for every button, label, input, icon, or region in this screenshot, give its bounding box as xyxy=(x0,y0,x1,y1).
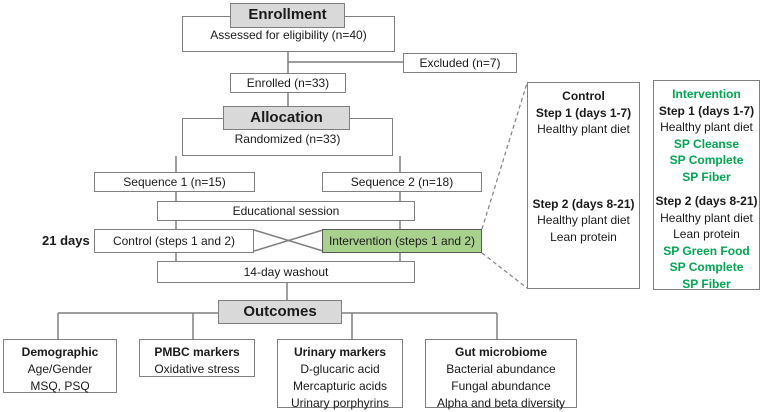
control-detail-panel xyxy=(527,82,640,289)
panel-line: SP Fiber xyxy=(682,169,731,184)
intervention-box xyxy=(322,229,482,253)
outcome-box-urinary xyxy=(277,339,403,408)
excluded-box xyxy=(403,53,517,73)
step-heading: Step 1 (days 1-7) xyxy=(658,103,755,118)
panel-line: SP Complete xyxy=(669,153,744,167)
intervention-text: Intervention (steps 1 and 2) xyxy=(328,233,476,248)
panel-line: SP Complete xyxy=(669,260,744,274)
outcome-line: Mercapturic acids xyxy=(292,379,388,393)
panel-line: Healthy plant diet xyxy=(660,210,753,225)
panel-title: Intervention xyxy=(672,87,741,101)
outcome-box-pmbc xyxy=(139,339,255,377)
panel-line: SP Cleanse xyxy=(673,136,740,151)
outcome-title: Demographic xyxy=(21,345,99,359)
panel-line: SP Green Food xyxy=(663,243,750,258)
callout-dashed-line xyxy=(482,253,527,288)
educational-session-box xyxy=(157,201,415,221)
panel-line: Lean protein xyxy=(673,227,740,241)
educational-session-text: Educational session xyxy=(232,203,340,218)
excluded-text: Excluded (n=7) xyxy=(419,55,501,70)
sequence2-text: Sequence 2 (n=18) xyxy=(350,174,454,189)
outcome-box-gut xyxy=(425,339,577,408)
panel-line: Healthy plant diet xyxy=(660,120,753,134)
sequence1-text: Sequence 1 (n=15) xyxy=(123,174,226,189)
outcome-line: Alpha and beta diversity xyxy=(436,396,566,410)
panel-spacer xyxy=(528,138,639,196)
outcome-line: Age/Gender xyxy=(27,362,93,376)
outcomes-header-text: Outcomes xyxy=(243,302,317,320)
enrolled-text: Enrolled (n=33) xyxy=(246,75,330,90)
step-heading: Step 2 (days 8-21) xyxy=(532,196,635,211)
outcome-line: Bacterial abundance xyxy=(446,362,556,376)
outcome-title: PMBC markers xyxy=(154,345,240,359)
panel-line: SP Fiber xyxy=(682,276,731,291)
callout-dashed-line xyxy=(482,83,527,229)
control-text: Control (steps 1 and 2) xyxy=(112,233,236,248)
outcome-line: Urinary porphyrins xyxy=(290,396,390,410)
step-heading: Step 2 (days 8-21) xyxy=(655,194,758,208)
enrollment-header xyxy=(230,3,345,28)
outcome-line: D-glucaric acid xyxy=(300,362,380,376)
randomized-text: Randomized (n=33) xyxy=(234,132,341,146)
washout-text: 14-day washout xyxy=(243,264,329,279)
panel-line: Lean protein xyxy=(550,229,617,244)
control-box xyxy=(94,229,254,253)
allocation-header xyxy=(223,106,350,130)
intervention-detail-panel xyxy=(653,80,760,290)
step-heading: Step 1 (days 1-7) xyxy=(535,105,632,120)
outcome-title: Urinary markers xyxy=(293,345,387,359)
outcome-line: Oxidative stress xyxy=(154,362,240,376)
outcome-line: MSQ, PSQ xyxy=(30,379,90,393)
assessed-text: Assessed for eligibility (n=40) xyxy=(210,28,367,42)
panel-line: Healthy plant diet xyxy=(537,213,630,227)
panel-line: Healthy plant diet xyxy=(537,122,630,136)
outcome-box-demographic xyxy=(3,339,117,393)
duration-label: 21 days xyxy=(42,233,90,248)
panel-title: Control xyxy=(562,89,605,103)
outcome-line: Fungal abundance xyxy=(451,379,551,393)
enrolled-box xyxy=(230,73,346,93)
allocation-header-text: Allocation xyxy=(250,108,323,126)
sequence2-box xyxy=(322,172,482,192)
enrollment-header-text: Enrollment xyxy=(248,6,327,24)
washout-box xyxy=(157,261,415,283)
sequence1-box xyxy=(94,172,255,192)
outcome-title: Gut microbiome xyxy=(454,345,547,359)
panel-spacer xyxy=(654,185,759,193)
outcomes-header xyxy=(218,300,342,324)
